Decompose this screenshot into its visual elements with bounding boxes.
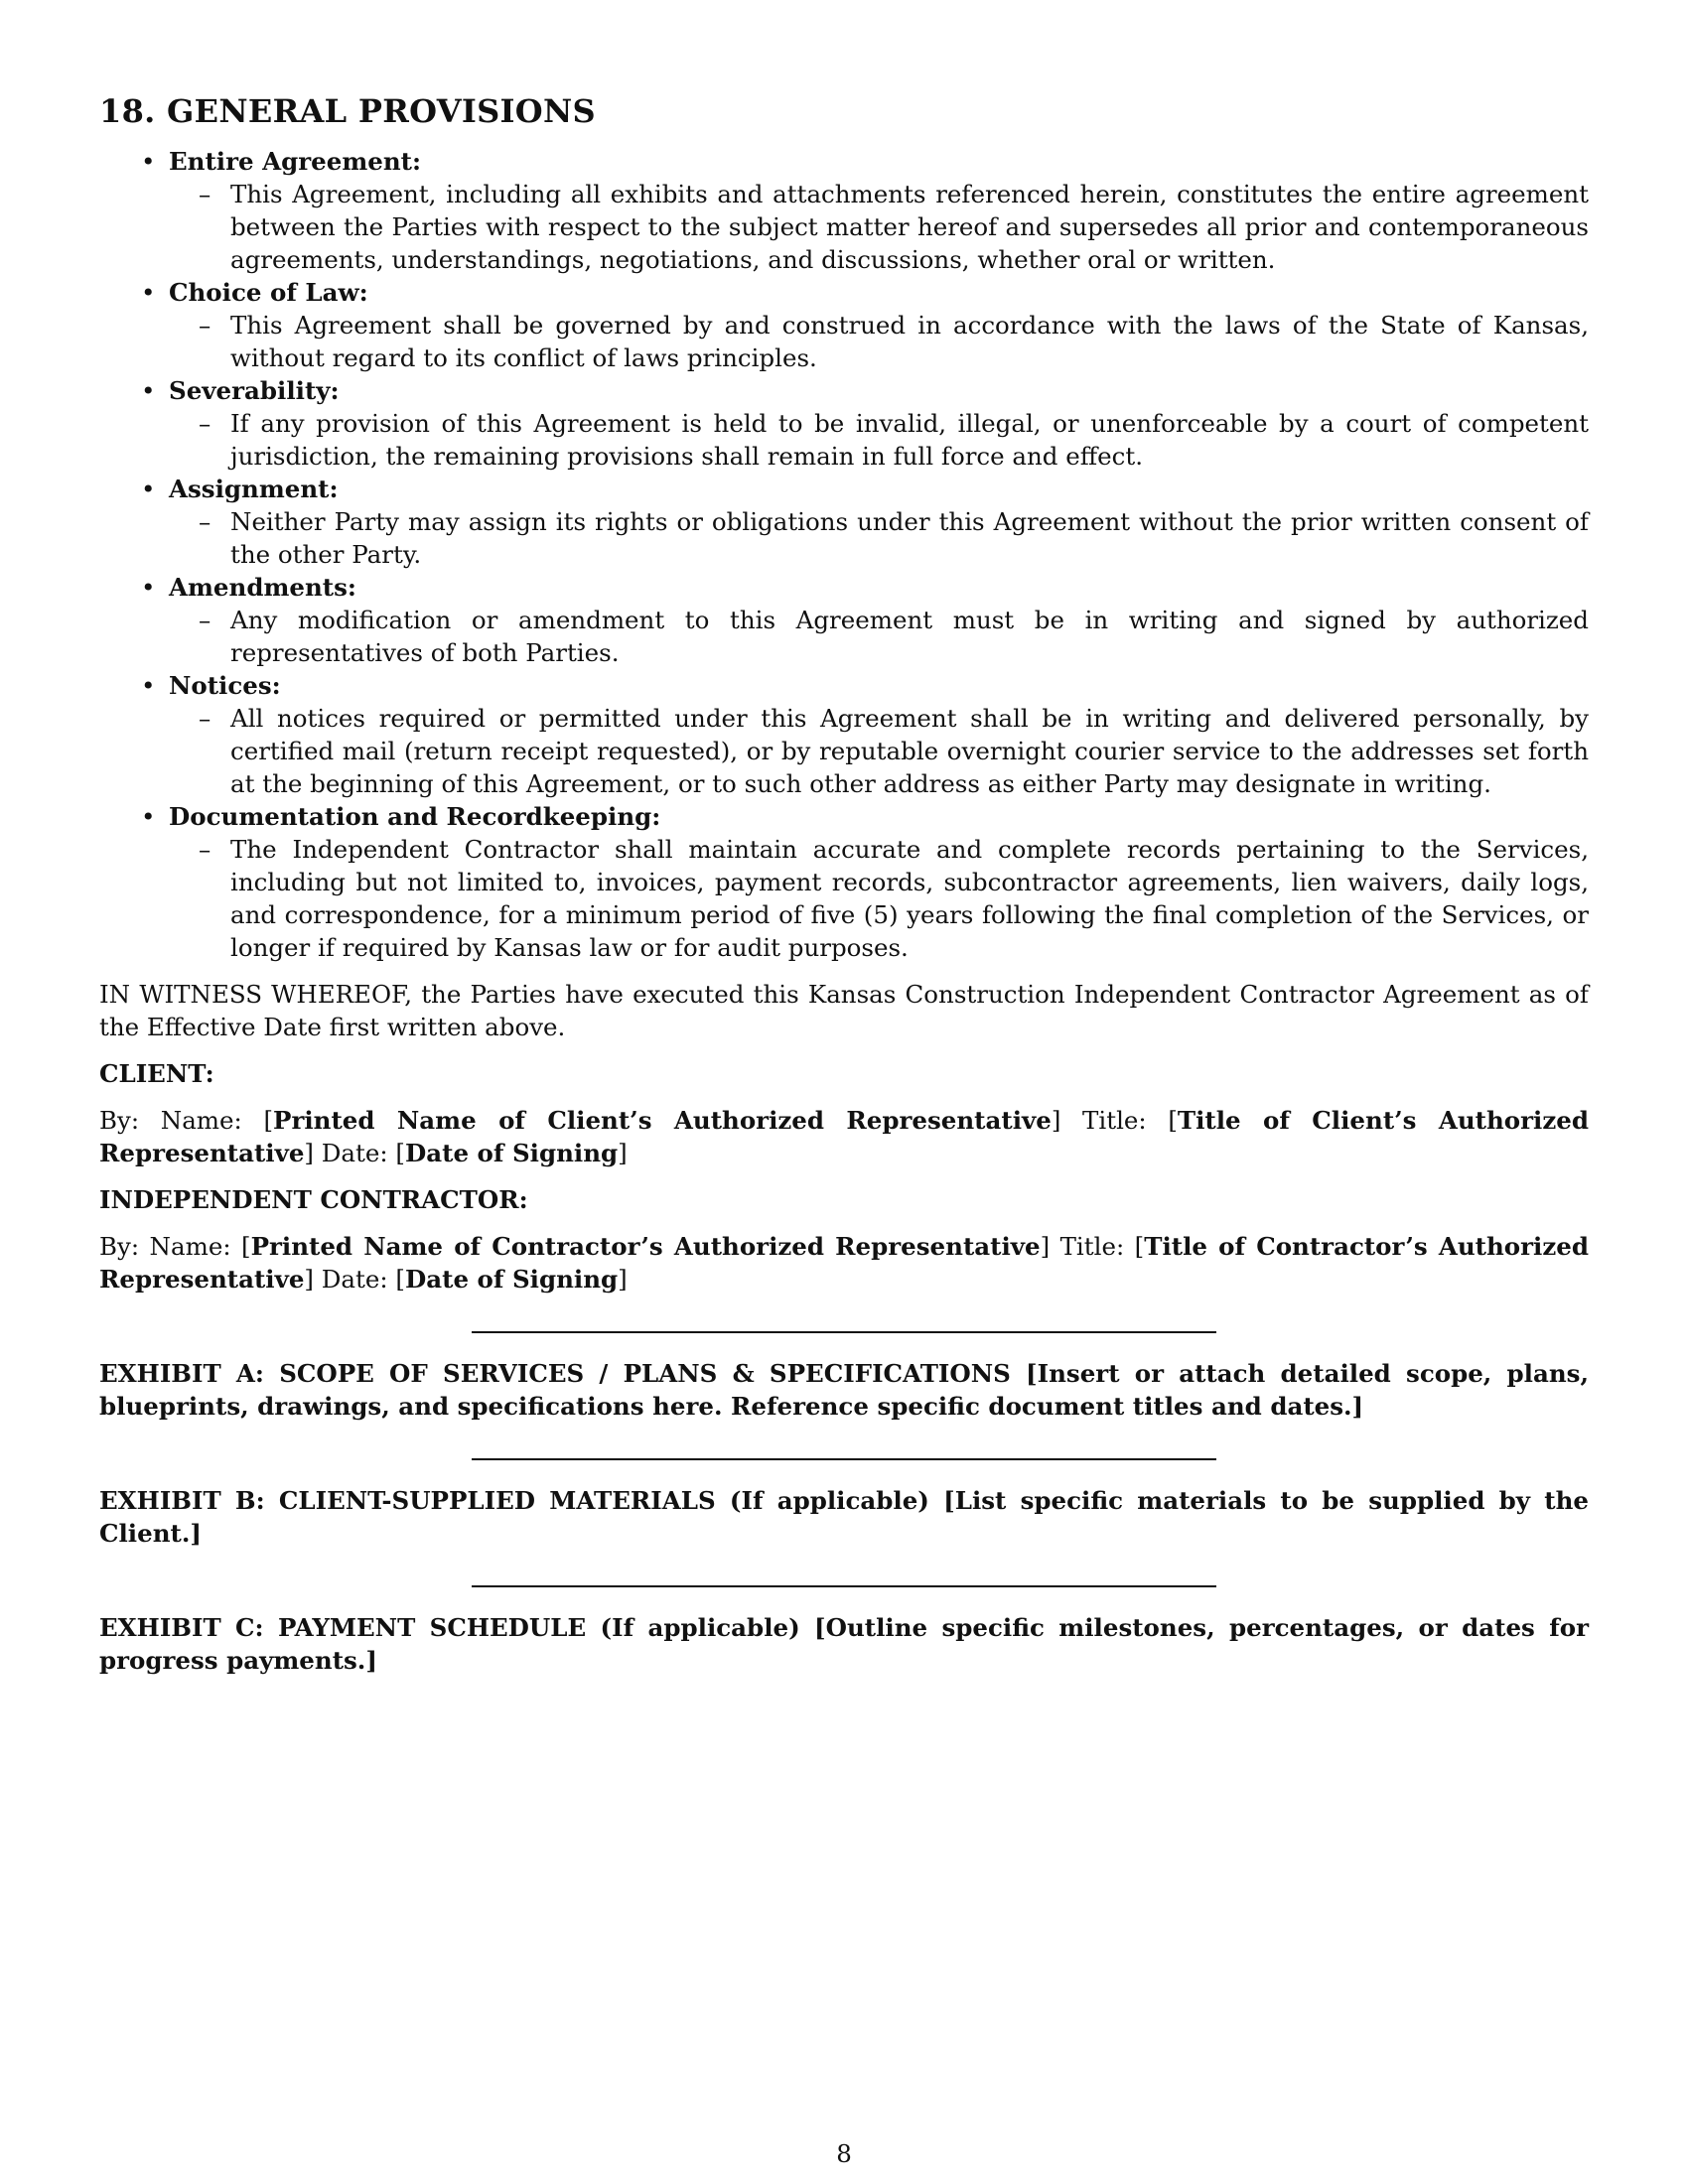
provision-text: – Any modification or amendment to this Agreement must be in writing and signed by authorized representatives of both Parties. bbox=[169, 604, 1589, 669]
document-page bbox=[99, 91, 1589, 1677]
client-signature-block: By: Name: [Printed Name of Client’s Authorized Representative] Title: [Title of Client’s Authorized Representative] Date: [Date of Signing] bbox=[99, 1106, 1589, 1167]
witness-clause: IN WITNESS WHEREOF, the Parties have executed this Kansas Construction Independent Contractor Agreement as of the Effective Date first written above. bbox=[99, 980, 1589, 1041]
client-title-value: Title of Client’s Authorized Representative bbox=[99, 1106, 1589, 1167]
exhibit-b: EXHIBIT B: CLIENT-SUPPLIED MATERIALS (If applicable) [List specific materials to be supplied by the Client.] bbox=[99, 1486, 1589, 1548]
provisions-list bbox=[99, 145, 1589, 964]
provision-item bbox=[99, 145, 1589, 276]
provision-item bbox=[99, 473, 1589, 571]
name-label: Name: bbox=[149, 1232, 231, 1261]
client-name-value: Printed Name of Client’s Authorized Representative bbox=[273, 1106, 1052, 1135]
provision-heading: • Amendments: bbox=[169, 573, 356, 602]
provision-heading: • Choice of Law: bbox=[169, 278, 368, 307]
title-label: Title: bbox=[1082, 1106, 1147, 1135]
provision-heading: • Notices: bbox=[169, 671, 281, 700]
by-label: By: bbox=[99, 1106, 140, 1135]
divider bbox=[472, 1331, 1216, 1333]
provision-text: – All notices required or permitted under this Agreement shall be in writing and delivered personally, by certified mail (return receipt requested), or by reputable overnight courier service to the addresses set forth at the beginning of this Agreement, or to such other address as either Party may designate in writing. bbox=[169, 702, 1589, 800]
title-label: Title: bbox=[1059, 1232, 1125, 1261]
contractor-name-value: Printed Name of Contractor’s Authorized Representative bbox=[250, 1232, 1041, 1261]
divider bbox=[472, 1585, 1216, 1587]
provision-text: – If any provision of this Agreement is held to be invalid, illegal, or unenforceable by a court of competent jurisdiction, the remaining provisions shall remain in full force and effect. bbox=[169, 407, 1589, 473]
provision-item bbox=[99, 669, 1589, 800]
exhibit-c: EXHIBIT C: PAYMENT SCHEDULE (If applicable) [Outline specific milestones, percentages, or dates for progress payments.] bbox=[99, 1613, 1589, 1675]
provision-heading: • Entire Agreement: bbox=[169, 147, 422, 176]
exhibit-a: EXHIBIT A: SCOPE OF SERVICES / PLANS & SPECIFICATIONS [Insert or attach detailed scope, plans, blueprints, drawings, and specifications here. Reference specific document titles and dates.] bbox=[99, 1359, 1589, 1421]
provision-heading: • Severability: bbox=[169, 376, 340, 405]
contractor-signature-block: By: Name: [Printed Name of Contractor’s Authorized Representative] Title: [Title of Contractor’s Authorized Representative] Date: [Date of Signing] bbox=[99, 1232, 1589, 1294]
contractor-date-value: Date of Signing bbox=[405, 1265, 619, 1294]
client-date-value: Date of Signing bbox=[405, 1139, 619, 1167]
provision-item bbox=[99, 800, 1589, 964]
page-number: 8 bbox=[836, 2139, 852, 2168]
section-title: 18. GENERAL PROVISIONS bbox=[99, 92, 596, 130]
by-label: By: bbox=[99, 1232, 140, 1261]
contractor-heading: INDEPENDENT CONTRACTOR: bbox=[99, 1185, 528, 1214]
provision-item bbox=[99, 571, 1589, 669]
provision-text: – This Agreement, including all exhibits and attachments referenced herein, constitutes the entire agreement between the Parties with respect to the subject matter hereof and supersedes all prior and contemporaneous agreements, understandings, negotiations, and discussions, whether oral or written. bbox=[169, 178, 1589, 276]
name-label: Name: bbox=[160, 1106, 242, 1135]
provision-item bbox=[99, 374, 1589, 473]
provision-item bbox=[99, 276, 1589, 374]
provision-heading: • Documentation and Recordkeeping: bbox=[169, 802, 661, 831]
client-heading: CLIENT: bbox=[99, 1059, 214, 1088]
date-label: Date: bbox=[321, 1139, 388, 1167]
provision-text: – This Agreement shall be governed by and construed in accordance with the laws of the State of Kansas, without regard to its conflict of laws principles. bbox=[169, 309, 1589, 374]
date-label: Date: bbox=[321, 1265, 388, 1294]
provision-text: – Neither Party may assign its rights or obligations under this Agreement without the prior written consent of the other Party. bbox=[169, 505, 1589, 571]
provision-text: – The Independent Contractor shall maintain accurate and complete records pertaining to the Services, including but not limited to, invoices, payment records, subcontractor agreements, lien waivers, daily logs, and correspondence, for a minimum period of five (5) years following the final completion of the Services, or longer if required by Kansas law or for audit purposes. bbox=[169, 833, 1589, 964]
provision-heading: • Assignment: bbox=[169, 475, 339, 503]
contractor-title-value: Title of Contractor’s Authorized Representative bbox=[99, 1232, 1589, 1294]
divider bbox=[472, 1458, 1216, 1460]
